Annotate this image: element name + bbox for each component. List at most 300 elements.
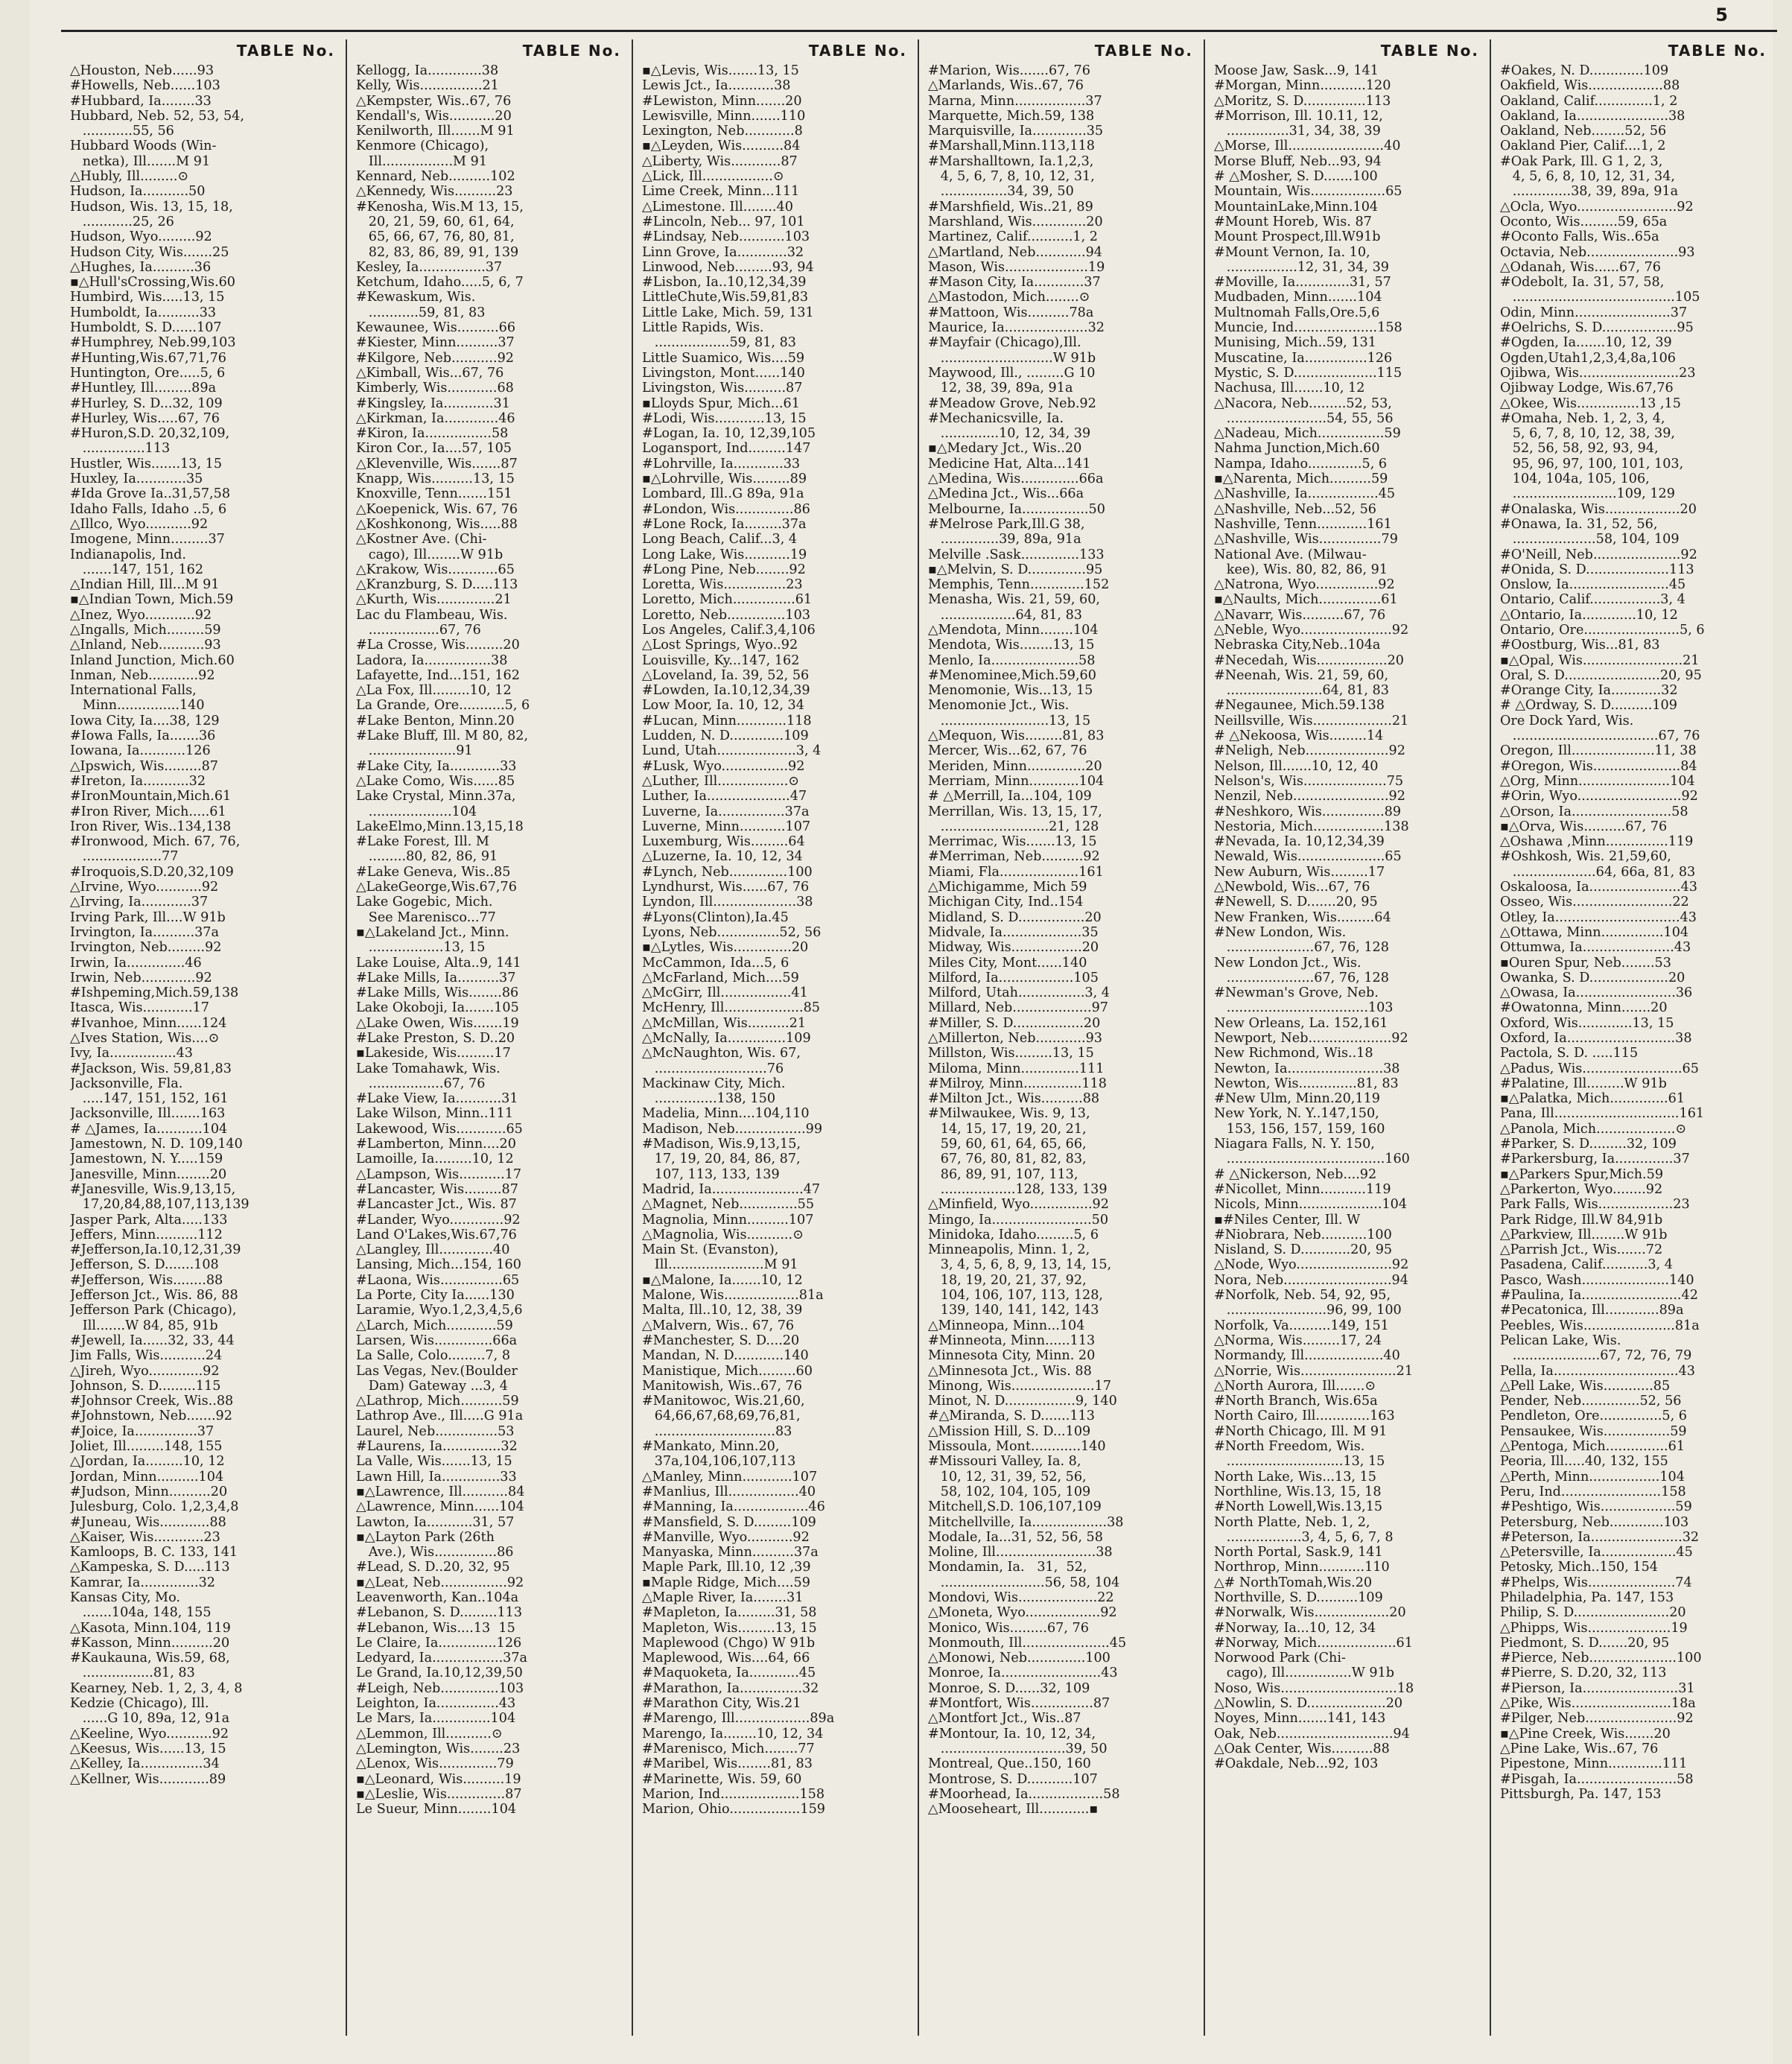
station-entry: Ojibway Lodge, Wis.67,76 (1500, 381, 1674, 396)
station-entry: Northrop, Minn...........110 (1214, 1560, 1390, 1575)
station-entry: La Salle, Colo.........7, 8 (356, 1348, 511, 1364)
station-entry: △Hubly, Ill.........⊙ (70, 169, 189, 185)
station-entry: Oral, S. D.......................20, 95 (1500, 667, 1702, 683)
station-entry: #Marathon City, Wis.21 (642, 1696, 801, 1712)
station-entry: Lake Gogebic, Mich. (356, 895, 493, 910)
station-entry: ............59, 81, 83 (356, 305, 486, 320)
station-entry: Marshland, Wis.............20 (928, 214, 1103, 229)
station-entry: #Oakdale, Neb...92, 103 (1214, 1756, 1379, 1772)
station-entry: ▪△Malone, Ia.......10, 12 (642, 1272, 803, 1288)
station-entry: .....................91 (356, 743, 473, 759)
station-entry: Nicols, Minn....................104 (1214, 1197, 1408, 1213)
station-entry: Ogden,Utah1,2,3,4,8a,106 (1500, 350, 1677, 366)
station-entry: Inland Junction, Mich.60 (70, 652, 235, 668)
station-entry: Johnson, S. D.........115 (70, 1378, 221, 1394)
station-entry: Nelson, Ill.......10, 12, 40 (1214, 758, 1379, 774)
station-entry: Lyndon, Ill....................38 (642, 895, 813, 910)
station-entry: #Judson, Minn..........20 (70, 1484, 228, 1499)
station-entry: #Madison, Wis.9,13,15, (642, 1137, 801, 1152)
station-entry: Lake Louise, Alta..9, 141 (356, 955, 521, 971)
station-entry: 82, 83, 86, 89, 91, 139 (356, 244, 519, 260)
station-entry: #Kewaskum, Wis. (356, 290, 476, 305)
station-entry: Marna, Minn.................37 (928, 93, 1102, 109)
station-entry: .........................109, 129 (1500, 486, 1675, 502)
station-entry: Pella, Ia..............................43 (1500, 1363, 1695, 1379)
station-entry: ...........................W 91b (928, 350, 1096, 366)
station-entry: #Kilgore, Neb...........92 (356, 350, 514, 366)
station-entry: Jacksonville, Ill.......163 (70, 1106, 226, 1122)
station-entry: Midland, S. D................20 (928, 909, 1102, 925)
station-entry: .....................67, 76, 128 (1214, 940, 1389, 956)
station-entry: △Kelley, Ia...............34 (70, 1756, 220, 1772)
station-entry: 153, 156, 157, 159, 160 (1214, 1121, 1385, 1137)
station-entry: △Minneopa, Minn...104 (928, 1318, 1085, 1333)
station-entry: Lamoille, Ia.........10, 12 (356, 1152, 514, 1167)
index-frame (61, 30, 1777, 2043)
station-entry: △Norma, Wis.........17, 24 (1214, 1333, 1382, 1348)
station-entry: Mason, Wis....................19 (928, 259, 1105, 275)
station-entry: Lewis Jct., Ia...........38 (642, 78, 791, 94)
station-entry: Ontario, Calif.................3, 4 (1500, 592, 1685, 608)
station-entry: #Lamberton, Minn....20 (356, 1137, 516, 1152)
station-entry: Hubbard, Neb. 52, 53, 54, (70, 108, 244, 124)
station-entry: #Marion, Wis.......67, 76 (928, 63, 1090, 78)
station-entry: Lyons, Neb...............52, 56 (642, 924, 822, 940)
station-entry: △Nashville, Neb...52, 56 (1214, 501, 1376, 517)
station-entry: Jamestown, N. Y.....159 (70, 1152, 223, 1167)
station-entry: Jefferson, S. D.......108 (70, 1257, 219, 1273)
station-entry: #Melrose Park,Ill.G 38, (928, 516, 1085, 532)
station-entry: 5, 6, 7, 8, 10, 12, 38, 39, (1500, 426, 1675, 442)
station-entry: #Marshfield, Wis..21, 89 (928, 199, 1093, 215)
station-entry: Indianapolis, Ind. (70, 547, 186, 562)
station-entry: △Kellner, Wis............89 (70, 1771, 226, 1787)
station-entry: 10, 12, 31, 39, 52, 56, (928, 1469, 1087, 1485)
station-entry: Newald, Wis.....................65 (1214, 849, 1402, 865)
station-entry: Madrid, Ia......................47 (642, 1181, 821, 1197)
station-entry: #Lake Forest, Ill. M (356, 834, 489, 850)
station-entry: △Nacora, Neb.........52, 53, (1214, 396, 1392, 411)
station-entry: Kiron Cor., Ia....57, 105 (356, 441, 512, 457)
station-entry: Iowana, Ia...........126 (70, 743, 211, 759)
station-entry: Mackinaw City, Mich. (642, 1076, 786, 1091)
station-entry: #Nicollet, Minn...........119 (1214, 1181, 1391, 1197)
station-entry: Laramie, Wyo.1,2,3,4,5,6 (356, 1303, 523, 1318)
station-entry: #Jackson, Wis. 59,81,83 (70, 1061, 232, 1076)
station-entry: Ivy, Ia................43 (70, 1046, 193, 1061)
station-entry: Main St. (Evanston), (642, 1242, 779, 1258)
station-entry: △Padus, Wis........................65 (1500, 1061, 1699, 1076)
station-entry: Oregon, Ill....................11, 38 (1500, 743, 1697, 759)
station-entry: Irwin, Neb.............92 (70, 970, 212, 985)
station-entry: ▪△Layton Park (26th (356, 1529, 495, 1545)
station-entry: △Oak Center, Wis..........88 (1214, 1741, 1390, 1756)
station-entry: Ill.................M 91 (356, 153, 488, 169)
station-entry: Pelican Lake, Wis. (1500, 1333, 1621, 1348)
station-entry: #Huntley, Ill.........89a (70, 381, 217, 396)
station-entry: Ottumwa, Ia......................43 (1500, 940, 1691, 956)
station-entry: Hubbard Woods (Win- (70, 139, 217, 154)
station-entry: ▪△Levis, Wis.......13, 15 (642, 63, 799, 78)
station-entry: Lathrop Ave., Ill.....G 91a (356, 1409, 524, 1424)
station-entry: #Oostburg, Wis...81, 83 (1500, 638, 1660, 653)
station-entry: Miloma, Minn..............111 (928, 1061, 1105, 1076)
station-entry: .....................67, 76, 128 (1214, 970, 1389, 985)
station-entry: Hustler, Wis.......13, 15 (70, 456, 223, 471)
station-entry: 17,20,84,88,107,113,139 (70, 1197, 250, 1213)
station-entry: Otley, Ia..............................43 (1500, 909, 1697, 925)
station-entry: North Portal, Sask.9, 141 (1214, 1545, 1383, 1560)
station-entry: #Lisbon, Ia..10,12,34,39 (642, 275, 807, 290)
station-entry: ............................13, 15 (1214, 1454, 1385, 1470)
station-entry: #Laurens, Ia..............32 (356, 1439, 518, 1455)
station-entry: Irvington, Ia..........37a (70, 924, 219, 940)
station-entry: ▪△Leonard, Wis..........19 (356, 1771, 521, 1787)
station-entry: #Neenah, Wis. 21, 59, 60, (1214, 667, 1389, 683)
station-entry: Miami, Fla...................161 (928, 864, 1104, 880)
station-entry: Long Lake, Wis...........19 (642, 547, 807, 562)
station-entry: Lake Crystal, Minn.37a, (356, 789, 516, 804)
station-entry: #Lucan, Minn............118 (642, 713, 812, 728)
station-entry: Medicine Hat, Alta...141 (928, 456, 1091, 471)
station-entry: Nebraska City,Neb..104a (1214, 638, 1381, 653)
station-entry: Itasca, Wis............17 (70, 1000, 209, 1016)
station-entry: Muscatine, Ia...............126 (1214, 350, 1393, 366)
station-entry: Normandy, Ill...................40 (1214, 1348, 1400, 1364)
station-entry: McHenry, Ill...................85 (642, 1000, 821, 1016)
station-entry: Merrillan, Wis. 13, 15, 17, (928, 804, 1102, 819)
station-entry: △Limestone. Ill........40 (642, 199, 793, 215)
station-entry: #Lake City, Ia............33 (356, 758, 517, 774)
station-list (356, 63, 621, 1817)
station-entry: △# NorthTomah,Wis.20 (1214, 1575, 1373, 1590)
station-entry: Kedzie (Chicago), Ill. (70, 1696, 209, 1712)
station-entry: Nachusa, Ill.......10, 12 (1214, 381, 1365, 396)
station-entry: Malta, Ill..10, 12, 38, 39 (642, 1303, 803, 1318)
station-entry: Octavia, Neb......................93 (1500, 244, 1695, 260)
station-entry: △Kaiser, Wis............23 (70, 1529, 220, 1545)
station-entry: #Pecatonica, Ill.............89a (1500, 1303, 1684, 1318)
station-entry: △Ipswich, Wis.........87 (70, 758, 218, 774)
station-entry: #Norfolk, Neb. 54, 92, 95, (1214, 1288, 1391, 1304)
station-entry: 20, 21, 59, 60, 61, 64, (356, 214, 515, 229)
station-entry: #Manitowoc, Wis.21,60, (642, 1394, 805, 1409)
station-entry: Montreal, Que..150, 160 (928, 1756, 1091, 1772)
station-entry: ▪△Lawrence, Ill...........84 (356, 1484, 525, 1499)
station-entry: # △Mosher, S. D.......100 (1214, 169, 1378, 185)
station-entry: Irvington, Neb.........92 (70, 940, 222, 956)
station-entry: Lake Tomahawk, Wis. (356, 1061, 501, 1076)
station-entry: #North Branch, Wis.65a (1214, 1394, 1378, 1409)
station-entry: △Houston, Neb......93 (70, 63, 215, 78)
station-entry: #Iron River, Mich.....61 (70, 804, 226, 819)
station-entry: △Manley, Minn............107 (642, 1469, 818, 1485)
station-entry: Iowa City, Ia....38, 129 (70, 713, 220, 728)
station-entry: Lake Okoboji, Ia.......105 (356, 1000, 519, 1016)
station-entry: #Kasson, Minn..........20 (70, 1635, 230, 1651)
station-entry: Inman, Neb............92 (70, 667, 215, 683)
station-entry: △Pike, Wis........................18a (1500, 1696, 1696, 1712)
station-entry: Newton, Wis..............81, 83 (1214, 1076, 1399, 1091)
station-entry: #Neligh, Neb....................92 (1214, 743, 1405, 759)
station-entry: Morse Bluff, Neb...93, 94 (1214, 153, 1382, 169)
station-entry: ▪Lakeside, Wis.........17 (356, 1046, 511, 1061)
column-header: TABLE No. (1094, 42, 1193, 60)
station-entry: △Perth, Minn.................104 (1500, 1469, 1685, 1485)
station-entry: △Ives Station, Wis....⊙ (70, 1031, 220, 1046)
station-entry: Hudson, Ia...........50 (70, 184, 206, 200)
station-entry: #Mankato, Minn.20, (642, 1439, 780, 1455)
station-entry: #Onalaska, Wis..................20 (1500, 501, 1697, 517)
station-entry: △Monowi, Neb..............100 (928, 1651, 1111, 1666)
station-entry: △Inland, Neb...........93 (70, 638, 221, 653)
station-entry: Menasha, Wis. 21, 59, 60, (928, 592, 1101, 608)
station-entry: △Medina, Wis..............66a (928, 471, 1104, 487)
station-entry: Kansas City, Mo. (70, 1590, 180, 1605)
station-entry: ▪#Niles Center, Ill. W (1214, 1212, 1361, 1228)
station-entry: Minong, Wis....................17 (928, 1378, 1112, 1394)
station-entry: Philadelphia, Pa. 147, 153 (1500, 1590, 1674, 1605)
station-entry: #Lowden, Ia.10,12,34,39 (642, 683, 810, 699)
station-entry: Merrimac, Wis.......13, 15 (928, 834, 1097, 850)
station-entry: McCammon, Ida...5, 6 (642, 955, 789, 971)
station-entry: ▪△Melvin, S. D..............95 (928, 562, 1103, 577)
station-entry: #Manchester, S. D....20 (642, 1333, 800, 1348)
station-entry: #Jefferson,Ia.10,12,31,39 (70, 1242, 241, 1258)
station-entry: #Hubbard, Ia........33 (70, 93, 212, 109)
station-entry: #Necedah, Wis.................20 (1214, 652, 1404, 668)
station-entry: Maple Park, Ill.10, 12 ,39 (642, 1560, 811, 1575)
station-entry: #Lake Mills, Ia..........37 (356, 970, 516, 985)
station-entry: Monmouth, Ill.....................45 (928, 1635, 1127, 1651)
station-entry: #Oregon, Wis.....................84 (1500, 758, 1697, 774)
station-entry: #Meadow Grove, Neb.92 (928, 396, 1096, 411)
station-entry: Oak, Neb............................94 (1214, 1726, 1410, 1741)
station-entry: #Lancaster, Wis.........87 (356, 1181, 518, 1197)
station-entry: △Larch, Mich............59 (356, 1318, 513, 1333)
station-entry: Mondovi, Wis...................22 (928, 1590, 1114, 1605)
station-entry: ▪△Lohrville, Wis.........89 (642, 471, 807, 487)
station-entry: #Hunting,Wis.67,71,76 (70, 350, 226, 366)
station-entry: Moose Jaw, Sask...9, 141 (1214, 63, 1379, 78)
station-entry: #Ironwood, Mich. 67, 76, (70, 834, 241, 850)
station-entry: ....................104 (356, 804, 477, 819)
station-entry: Loretto, Mich...............61 (642, 592, 813, 608)
station-entry: ..................13, 15 (356, 940, 486, 956)
station-entry: △Marlands, Wis..67, 76 (928, 78, 1084, 94)
station-entry: △Pell Lake, Wis............85 (1500, 1378, 1671, 1394)
station-entry: Midvale, Ia...................35 (928, 924, 1099, 940)
station-entry: Newport, Neb....................92 (1214, 1031, 1408, 1046)
station-entry: 4, 5, 6, 7, 8, 10, 12, 31, (928, 169, 1095, 185)
index-column (1491, 39, 1777, 2036)
station-entry: #Kaukauna, Wis.59, 68, (70, 1651, 230, 1666)
station-entry: #Mapleton, Ia.........31, 58 (642, 1605, 817, 1621)
station-entry: Le Claire, Ia..............126 (356, 1635, 522, 1651)
station-entry: △Kampeska, S. D.....113 (70, 1560, 230, 1575)
station-entry: Niagara Falls, N. Y. 150, (1214, 1137, 1375, 1152)
station-entry: Milford, Utah................3, 4 (928, 985, 1111, 1001)
station-entry: ▪△Leyden, Wis..........84 (642, 139, 801, 154)
station-entry: Lake Wilson, Minn..111 (356, 1106, 514, 1122)
station-entry: △Lawrence, Minn......104 (356, 1499, 524, 1515)
station-entry: △LakeGeorge,Wis.67,76 (356, 880, 517, 895)
station-entry: New York, N. Y..147,150, (1214, 1106, 1379, 1122)
station-entry: #Owatonna, Minn.......20 (1500, 1000, 1668, 1016)
station-entry: Nestoria, Mich.................138 (1214, 819, 1409, 834)
station-entry: Maywood, Ill., .........G 10 (928, 365, 1096, 381)
station-entry: #Merriman, Neb..........92 (928, 849, 1100, 865)
station-entry: Huxley, Ia............35 (70, 471, 203, 487)
index-column (1205, 39, 1491, 2036)
station-entry: Loretto, Neb..............103 (642, 607, 810, 623)
station-entry: △Lampson, Wis...........17 (356, 1166, 522, 1182)
station-entry: #Moorhead, Ia..................58 (928, 1786, 1120, 1802)
station-entry: 107, 113, 133, 139 (642, 1166, 780, 1182)
station-entry: Philip, S. D.......................20 (1500, 1605, 1686, 1621)
station-entry: Le Grand, Ia.10,12,39,50 (356, 1666, 523, 1681)
station-entry: △Lick, Ill.................⊙ (642, 169, 784, 185)
station-entry: Maurice, Ia....................32 (928, 320, 1105, 336)
station-entry: △Ontario, Ia.............10, 12 (1500, 607, 1678, 623)
station-entry: △Mastodon, Mich........⊙ (928, 290, 1090, 305)
station-entry: 3, 4, 5, 6, 8, 9, 13, 14, 15, (928, 1257, 1112, 1273)
station-entry: New London Jct., Wis. (1214, 955, 1362, 971)
station-entry: #Hurley, S. D...32, 109 (70, 396, 223, 411)
station-entry: #Oconto Falls, Wis..65a (1500, 229, 1659, 245)
station-entry: #Parkersburg, Ia..............37 (1500, 1152, 1690, 1167)
station-entry: Millston, Wis.........13, 15 (928, 1046, 1094, 1061)
station-entry: △Odanah, Wis......67, 76 (1500, 259, 1661, 275)
station-entry: #Oelrichs, S. D..................95 (1500, 320, 1694, 336)
station-entry: # △Nickerson, Neb....92 (1214, 1166, 1377, 1182)
station-entry: Hudson, Wyo.........92 (70, 229, 212, 245)
station-entry: #Onida, S. D....................113 (1500, 562, 1694, 577)
station-entry: #Iowa Falls, Ia.......36 (70, 728, 216, 744)
station-entry: #Kiester, Minn..........37 (356, 335, 515, 351)
station-entry: △Mooseheart, Ill............▪ (928, 1802, 1099, 1817)
station-entry: ......................................160 (1214, 1152, 1410, 1167)
station-entry: .........80, 82, 86, 91 (356, 849, 498, 865)
station-entry: #Logan, Ia. 10, 12,39,105 (642, 426, 816, 442)
station-entry: Lafayette, Ind...151, 162 (356, 667, 520, 683)
station-entry: Oakland Pier, Calif....1, 2 (1500, 139, 1666, 154)
station-entry: Nelson's, Wis....................75 (1214, 773, 1404, 789)
station-entry: ..................128, 133, 139 (928, 1181, 1108, 1197)
station-entry: #Ivanhoe, Minn......124 (70, 1015, 227, 1031)
station-entry: #Ishpeming,Mich.59,138 (70, 985, 239, 1001)
station-entry: ▪△Indian Town, Mich.59 (70, 592, 234, 608)
station-entry: △Mendota, Minn........104 (928, 622, 1099, 638)
station-entry: #Miller, S. D.................20 (928, 1015, 1101, 1031)
station-entry: Noso, Wis............................18 (1214, 1680, 1414, 1696)
station-entry: #Leigh, Neb..............103 (356, 1680, 524, 1696)
station-entry: New Richmond, Wis..18 (1214, 1046, 1373, 1061)
station-entry: △Norrie, Wis.......................21 (1214, 1363, 1414, 1379)
station-entry: △Lost Springs, Wyo..92 (642, 638, 798, 653)
station-entry: Kenmore (Chicago), (356, 139, 489, 154)
station-entry: △Kennedy, Wis..........23 (356, 184, 513, 200)
station-entry: #Lincoln, Neb... 97, 101 (642, 214, 805, 229)
station-entry: ..................59, 81, 83 (642, 335, 796, 351)
station-entry: #North Chicago, Ill. M 91 (1214, 1423, 1388, 1439)
station-entry: #Milton Jct., Wis..........88 (928, 1091, 1100, 1107)
station-entry: #Johnsor Creek, Wis..88 (70, 1394, 234, 1409)
station-entry: Kesley, Ia................37 (356, 259, 503, 275)
station-entry: #Odebolt, Ia. 31, 57, 58, (1500, 275, 1665, 290)
station-entry: #Lake Bluff, Ill. M 80, 82, (356, 728, 529, 744)
station-entry: #Kenosha, Wis.M 13, 15, (356, 199, 524, 215)
station-entry: .......................64, 81, 83 (1214, 683, 1389, 699)
station-entry: 52, 56, 58, 92, 93, 94, (1500, 441, 1659, 457)
station-entry: Jefferson Park (Chicago), (70, 1303, 237, 1318)
station-entry: #Pierson, Ia.......................31 (1500, 1680, 1695, 1696)
station-entry: Minneapolis, Minn. 1, 2, (928, 1242, 1090, 1258)
station-entry: cago), Ill........W 91b (356, 547, 503, 562)
station-entry: ........................96, 99, 100 (1214, 1303, 1402, 1318)
station-entry: Monroe, S. D......32, 109 (928, 1680, 1090, 1696)
station-entry: #Nevada, Ia. 10,12,34,39 (1214, 834, 1385, 850)
station-entry: Munising, Mich..59, 131 (1214, 335, 1376, 351)
station-entry: Jacksonville, Fla. (70, 1076, 183, 1091)
station-entry: Joliet, Ill.........148, 155 (70, 1439, 223, 1455)
station-entry: △McNaughton, Wis. 67, (642, 1046, 801, 1061)
station-entry: Kamrar, Ia..............32 (70, 1575, 215, 1590)
station-entry: 86, 89, 91, 107, 113, (928, 1166, 1078, 1182)
station-entry: #Juneau, Wis............88 (70, 1514, 226, 1530)
station-entry: Minnesota City, Minn. 20 (928, 1348, 1096, 1364)
column-header: TABLE No. (522, 42, 621, 60)
station-entry: Memphis, Tenn.............152 (928, 577, 1110, 593)
station-entry: Little Rapids, Wis. (642, 320, 764, 336)
station-entry: Le Mars, Ia..............104 (356, 1711, 516, 1727)
station-entry: International Falls, (70, 683, 197, 699)
station-entry: # △Ordway, S. D..........109 (1500, 698, 1677, 714)
station-entry: △Malvern, Wis.. 67, 76 (642, 1318, 795, 1333)
station-entry: #Lebanon, Wis....13 15 (356, 1620, 515, 1636)
index-columns (61, 39, 1777, 2036)
station-entry: △Okee, Wis...............13 ,15 (1500, 396, 1681, 411)
station-entry: Mondamin, Ia. 31, 52, (928, 1560, 1087, 1575)
station-entry: △Irving, Ia............37 (70, 895, 209, 910)
station-entry: #Palatine, Ill.........W 91b (1500, 1076, 1667, 1091)
station-entry: ..............38, 39, 89a, 91a (1500, 184, 1679, 200)
station-entry: △Kimball, Wis...67, 76 (356, 365, 504, 381)
station-entry: △Medina Jct., Wis...66a (928, 486, 1084, 502)
station-entry: #Howells, Neb......103 (70, 78, 220, 94)
station-entry: △Martland, Neb............94 (928, 244, 1102, 260)
station-entry: North Lake, Wis...13, 15 (1214, 1469, 1376, 1485)
station-entry: Monroe, Ia........................43 (928, 1666, 1118, 1681)
station-entry: 37a,104,106,107,113 (642, 1454, 796, 1470)
station-entry: Las Vegas, Nev.(Boulder (356, 1363, 518, 1379)
station-entry: Magnolia, Minn..........107 (642, 1212, 814, 1228)
station-entry: #Pilger, Neb......................92 (1500, 1711, 1694, 1727)
station-entry: #Newell, S. D.......20, 95 (1214, 895, 1378, 910)
station-entry: #Laona, Wis...............65 (356, 1272, 520, 1288)
station-entry: Ill.......................M 91 (642, 1257, 798, 1273)
station-entry: #Maribel, Wis........81, 83 (642, 1756, 813, 1772)
station-entry: #Parker, S. D.........32, 109 (1500, 1137, 1677, 1152)
station-entry: △McFarland, Mich....59 (642, 970, 799, 985)
station-entry: Minn...............140 (70, 698, 205, 714)
station-entry: #La Crosse, Wis.........20 (356, 638, 520, 653)
station-entry: Moline, Ill........................38 (928, 1545, 1113, 1560)
station-entry: △Montfort Jct., Wis..87 (928, 1711, 1081, 1727)
station-entry: Pittsburgh, Pa. 147, 153 (1500, 1786, 1662, 1802)
station-entry: ..............10, 12, 34, 39 (928, 426, 1091, 442)
station-entry: △Langley, Ill.............40 (356, 1242, 510, 1258)
